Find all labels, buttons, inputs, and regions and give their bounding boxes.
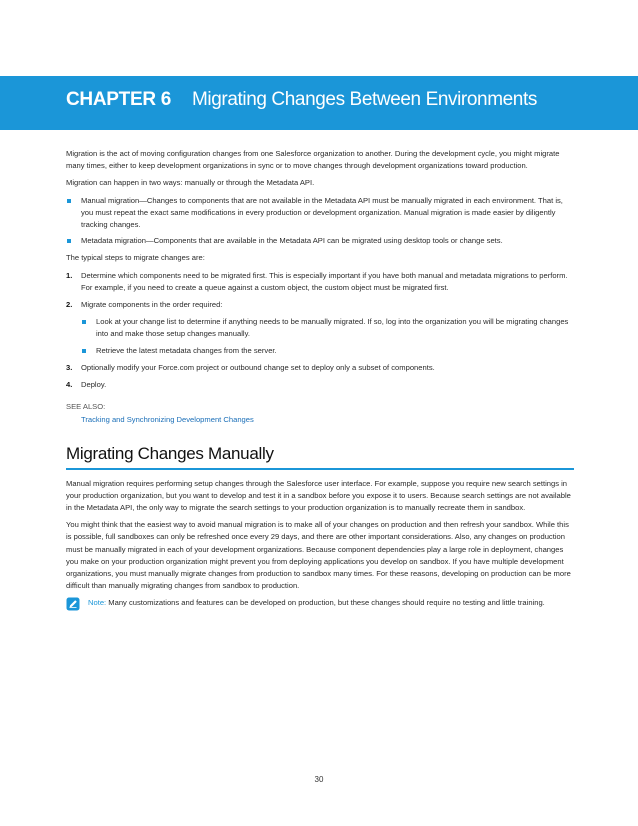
step-number: 2. bbox=[66, 300, 73, 310]
bullet-square-icon bbox=[82, 320, 86, 324]
note-label: Note: bbox=[88, 598, 107, 608]
list-item bbox=[66, 195, 574, 232]
step-text: Deploy. bbox=[81, 380, 107, 390]
step-item bbox=[66, 362, 574, 374]
intro-paragraph: Migration is the act of moving configuration changes from one Salesforce organization to another. During the development cycle, you might migrate many times, either to keep development organizations in sync or to move changes through development organizations toward production. bbox=[66, 149, 560, 171]
step-number: 4. bbox=[66, 380, 73, 390]
step-number: 1. bbox=[66, 270, 73, 280]
step-sublist bbox=[81, 316, 574, 357]
steps-list bbox=[66, 270, 574, 392]
list-item-text: Manual migration—Changes to components that are not available in the Metadata API must be manually migrated in each environment. That is, you must repeat the exact same modifications in every production or development organization. Manual migration is made easier by diligently tracking changes. bbox=[81, 195, 563, 230]
note-text: Many customizations and features can be developed on production, but these changes should require no testing and little training. bbox=[108, 598, 545, 608]
steps-intro: The typical steps to migrate changes are: bbox=[66, 253, 205, 263]
list-item bbox=[81, 345, 574, 357]
section-paragraph: Manual migration requires performing setup changes through the Salesforce user interface. For example, suppose you require new search settings in your production organization, but you want to develop and test it in a sandbox before you expose it to users. Because search settings are not available in the Metadata API, the only way to migrate the search settings to your production organization is to manually recreate them in sandbox. bbox=[66, 478, 571, 513]
bullet-square-icon bbox=[82, 349, 86, 353]
list-item-text: Retrieve the latest metadata changes from the server. bbox=[96, 345, 277, 355]
intro-paragraph: Migration can happen in two ways: manually or through the Metadata API. bbox=[66, 178, 315, 188]
section-paragraph: You might think that the easiest way to avoid manual migration is to make all of your changes on production and then refresh your sandbox. While this is possible, full sandboxes can only be refreshed once every 29 days, and there are other important considerations. Also, any changes on production must be manually migrated in each of your development organizations. Because component dependencies play a large role in deployment, changes you make on your production organization might prevent you from deploying applications you develop on sandbox. If you have multiple development organizations, you must manually migrate changes from production to sandbox many times. For these reasons, developing on production can be more difficult than manually migrating changes from sandbox to production. bbox=[66, 520, 571, 591]
see-also-label: SEE ALSO: bbox=[66, 402, 106, 412]
list-item-text: Look at your change list to determine if anything needs to be manually migrated. If so, log into the organization you will be migrating changes into and make those setup changes manually. bbox=[96, 317, 569, 339]
migration-ways-list bbox=[66, 195, 574, 248]
page-number: 30 bbox=[314, 775, 324, 784]
note-pencil-icon bbox=[66, 597, 80, 611]
list-item bbox=[66, 235, 574, 247]
step-item bbox=[66, 379, 574, 391]
list-item bbox=[81, 316, 574, 340]
step-item bbox=[66, 270, 574, 294]
chapter-banner bbox=[0, 76, 638, 130]
step-text: Migrate components in the order required: bbox=[81, 300, 223, 310]
list-item-text: Metadata migration—Components that are available in the Metadata API can be migrated using desktop tools or change sets. bbox=[81, 236, 503, 246]
bullet-square-icon bbox=[67, 199, 71, 203]
step-text: Determine which components need to be migrated first. This is especially important if you have both manual and metadata migrations to perform. For example, if you need to create a queue against a custom object, the custom object must be migrated first. bbox=[81, 270, 568, 292]
chapter-label: CHAPTER 6 bbox=[66, 89, 171, 110]
bullet-square-icon bbox=[67, 239, 71, 243]
step-text: Optionally modify your Force.com project or outbound change set to deploy only a subset of components. bbox=[81, 362, 435, 372]
see-also-link[interactable]: Tracking and Synchronizing Development Changes bbox=[81, 415, 254, 425]
step-item bbox=[66, 299, 574, 357]
step-number: 3. bbox=[66, 362, 73, 372]
note-box bbox=[66, 597, 574, 609]
chapter-title: Migrating Changes Between Environments bbox=[192, 89, 537, 110]
page-content bbox=[66, 148, 574, 610]
section-heading: Migrating Changes Manually bbox=[66, 443, 574, 470]
